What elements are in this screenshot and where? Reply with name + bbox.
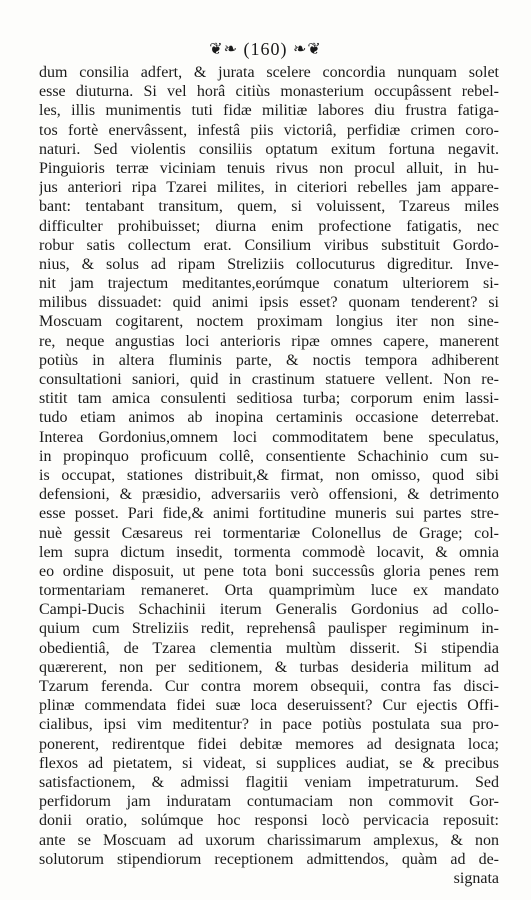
- page-header: [0, 38, 531, 61]
- text-line: nius, & solus ad ripam Streliziis collocuturus digreditur. Inve-: [39, 255, 499, 273]
- text-line: bant: tentabant transitum, quem, si voluissent, Tzareus miles: [39, 198, 499, 216]
- text-line: eo ordine disposuit, ut pene tota boni successûs gloria penes rem: [39, 562, 499, 580]
- text-line: jus anteriori ripa Tzarei milites, in citeriori rebelles jam appare-: [39, 179, 499, 197]
- text-line: Interea Gordonius,omnem loci commoditatem bene speculatus,: [39, 428, 499, 446]
- text-line: tudo etiam animos ab inopina certaminis occasione deterrebat.: [39, 409, 499, 427]
- text-line: tos fortè enervâssent, infestâ piis victoriâ, perfidiæ crimen coro-: [39, 121, 499, 139]
- text-line: plinæ commendata fidei suæ loca deseruissent? Cur ejectis Offi-: [39, 697, 499, 715]
- text-line: perfidorum jam induratam contumaciam non commovit Gor-: [39, 793, 499, 811]
- text-line: naturi. Sed violentis consiliis optatum exitum fortuna negavit.: [39, 140, 499, 158]
- text-line: flexos ad pietatem, si videat, si supplices audiat, se & precibus: [39, 754, 499, 772]
- text-line: stitit tam amica consulenti seditiosa turba; corporum enim lassi-: [39, 390, 499, 408]
- text-line: Pinguioris terræ viciniam tenuis rivus non procul alluit, in hu-: [39, 159, 499, 177]
- text-line: in propinquo proficuum collê, consentiente Schachinio cum su-: [39, 447, 499, 465]
- text-line: Tzarum ferenda. Cur contra morem obsequii, contra fas disci-: [39, 678, 499, 695]
- body-text: [39, 63, 499, 888]
- text-line: re, neque angustias loci anterioris ripæ omnes capere, manerent: [39, 332, 499, 350]
- text-line: satisfactionem, & admissi flagitii veniam impetraturum. Sed: [39, 773, 499, 791]
- text-line: is occupat, stationes distribuit,& firmat, non omisso, quod sibi: [39, 466, 499, 484]
- text-line: quærerent, non per seditionem, & turbas desideria militum ad: [39, 658, 499, 676]
- text-line: milibus dissuadet: quid animi ipsis esset? quonam tenderent? si: [39, 294, 499, 312]
- page-number: 160: [250, 39, 281, 59]
- text-line: potiùs in altera fluminis parte, & noctis tempora adhiberent: [39, 351, 499, 369]
- text-line: Moscuam cogitarent, noctem proximam longius iter non sine-: [39, 313, 499, 331]
- text-line: ante se Moscuam ad uxorum charissimarum amplexus, & non: [39, 831, 499, 849]
- text-line: lem supra dictum insedit, tormenta commodè locavit, & omnia: [39, 543, 499, 561]
- text-line: nit jam trajectum meditantes,eorúmque conatum ulteriorem si-: [39, 275, 499, 293]
- text-line: obedientiâ, de Tzarea clementia multùm disserit. Si stipendia: [39, 639, 499, 657]
- page-number-open-paren: (: [243, 39, 251, 59]
- text-line: tormentariam remaneret. Orta quamprimùm luce ex mandato: [39, 582, 499, 600]
- text-line: quium cum Streliziis redit, reprehensâ paulisper regiminum in-: [39, 620, 499, 638]
- ornament-right-icon: ❧❦: [293, 41, 322, 58]
- text-line: solutorum stipendiorum receptionem admittendos, quàm ad de-: [39, 850, 499, 868]
- text-line: robur satis collectum erat. Consilium viribus substituit Gordo-: [39, 236, 499, 254]
- page-number-close-paren: ): [280, 39, 288, 59]
- text-line: esse posset. Pari fide,& animi fortitudine muneris sui partes stre-: [39, 505, 499, 523]
- ornament-left-icon: ❦❧: [209, 41, 238, 58]
- text-line: esse diuturna. Si vel horâ citiùs monasterium occupâssent rebel-: [39, 83, 499, 101]
- text-line: ponerent, redirentque fidei debitæ memores ad designata loca;: [39, 735, 499, 753]
- text-line: difficulter prohibuisset; diurna enim profectione fatigatis, nec: [39, 217, 499, 235]
- text-line: defensioni, & præsidio, adversariis verò offensioni, & detrimento: [39, 486, 499, 504]
- text-line: cialibus, ipsi vim meditentur? in pace potiùs postulata sua pro-: [39, 716, 499, 734]
- text-line: signata: [453, 869, 499, 887]
- text-line: dum consilia adfert, & jurata scelere concordia nunquam solet: [39, 64, 499, 81]
- text-line: nuè gessit Cæsareus rei tormentariæ Colonellus de Grage; col-: [39, 524, 499, 542]
- text-line: Campi-Ducis Schachinii iterum Generalis Gordonius ad collo-: [39, 601, 499, 619]
- text-line: donii oratio, solúmque hoc responsi locò pervicacia reposuit:: [39, 812, 499, 830]
- text-line: les, illis munimentis tuti fidæ militiæ labores diu frustra fatiga-: [39, 102, 499, 120]
- text-line: consultationi saniori, quid in crastinum statuere vellent. Non re-: [39, 371, 499, 388]
